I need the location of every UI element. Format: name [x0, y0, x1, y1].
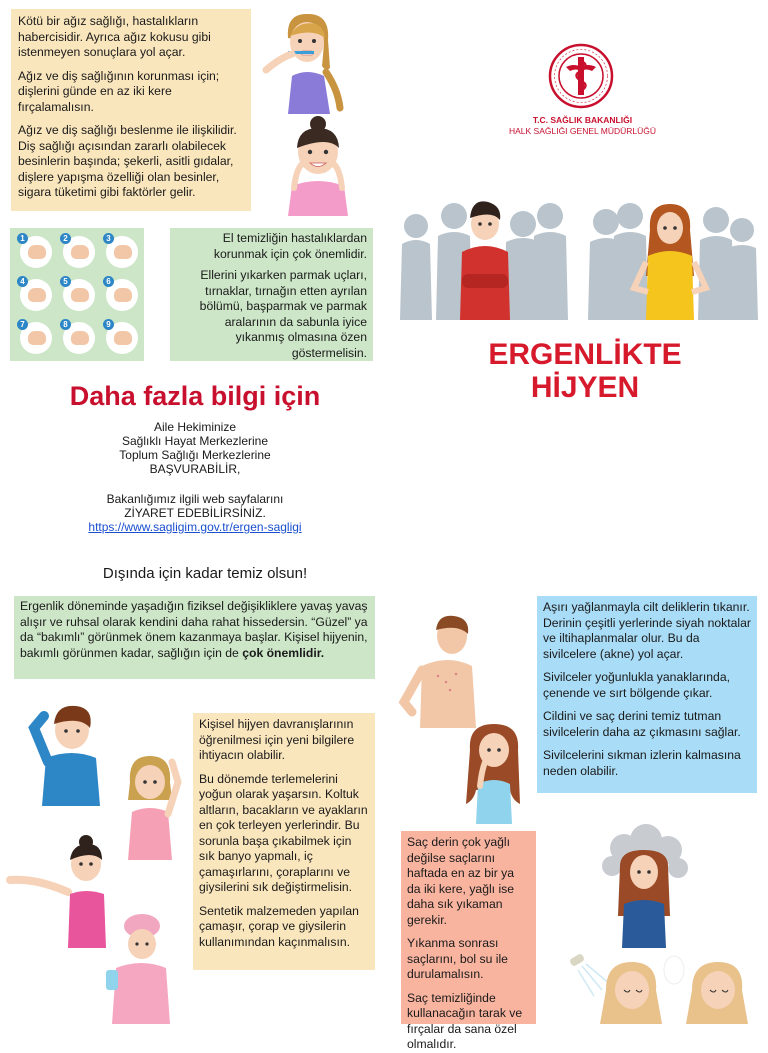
girl-smiling-illustration	[280, 112, 356, 216]
skin-text-1: Aşırı yağlanmayla cilt deliklerin tıkanır. Derinin çeşitli yerlerinde siyah noktalar ve iltihaplanmalar olur. Bu da sivilcelere (akne) yol açar.	[543, 600, 751, 661]
hand-icon	[28, 245, 46, 259]
skin-text-2: Sivilceler yoğunlukla yanaklarında, çenende ve sırt bölgende çıkar.	[543, 670, 730, 700]
skin-text-3: Cildini ve saç derini temiz tutman sivilcelerin daha az çıkmasını sağlar.	[543, 709, 741, 739]
ministry-line-1: T.C. SAĞLIK BAKANLIĞI	[532, 115, 633, 125]
handwash-step-6	[106, 279, 138, 311]
handwash-step-5	[63, 279, 95, 311]
handwash-step-9	[106, 322, 138, 354]
hand-icon	[114, 288, 132, 302]
handwash-step-1	[20, 236, 52, 268]
handwash-step-2	[63, 236, 95, 268]
puberty-text: Ergenlik döneminde yaşadığın fiziksel değişikliklere yavaş yavaş alışır ve ruhsal olarak kendini daha rahat hissedersin. “Güzel” ya da “bakımlı” görünmek önem kazanmaya başlar. Kişisel hijyenin, bakımlı görünmen kadar, sağlığın için de	[20, 599, 368, 660]
handwash-text-2: Ellerini yıkarken parmak uçları, tırnaklar, tırnağın etten ayrılan bölümü, başparmak ve parmak aralarının da sabunla iyice yıkanmış olmasına özen göstermelisin.	[199, 268, 367, 360]
step-number-badge: 4	[17, 276, 28, 287]
handwash-box	[170, 228, 373, 361]
ministry-name	[495, 115, 670, 137]
hair-text-3: Saç temizliğinde kullanacağın tarak ve fırçalar da sana özel olmalıdır.	[407, 990, 523, 1051]
handwash-step-8	[63, 322, 95, 354]
oral-hygiene-text-1: Kötü bir ağız sağlığı, hastalıkların habercisidir. Ayrıca ağız kokusu gibi istenmeyen sonuçlara yol açar.	[18, 14, 211, 59]
info-line-6: ZİYARET EDEBİLİRSİNİZ.	[124, 506, 266, 520]
hair-care-box	[401, 831, 536, 1051]
hand-icon	[114, 245, 132, 259]
step-number-badge: 7	[17, 319, 28, 330]
hygiene-text-3: Sentetik malzemeden yapılan çamaşır, çorap ve giysilerin kullanımından kaçınmalısın.	[199, 903, 359, 949]
girl-towel-illustration	[6, 832, 116, 948]
info-line-5: Bakanlığımız ilgili web sayfalarını	[106, 492, 284, 506]
info-line-4: BAŞVURABİLİR,	[149, 462, 241, 476]
oral-hygiene-text-2: Ağız ve diş sağlığının korunması için; dişlerini günde en az iki kere fırçalamalısın.	[18, 68, 220, 114]
hand-icon	[71, 245, 89, 259]
hand-icon	[71, 288, 89, 302]
hand-icon	[28, 331, 46, 345]
hand-icon	[71, 331, 89, 345]
skin-care-box	[537, 596, 757, 793]
girls-washing-hair-illustration	[566, 950, 762, 1024]
step-number-badge: 5	[60, 276, 71, 287]
hygiene-text-1: Kişisel hijyen davranışlarının öğrenilmesi için yeni bilgilere ihtiyacın olabilir.	[199, 717, 355, 762]
personal-hygiene-box	[193, 713, 375, 970]
handwash-step-3	[106, 236, 138, 268]
boy-sweating-illustration	[28, 700, 104, 806]
more-info-heading: Daha fazla bilgi için	[69, 381, 321, 411]
hand-icon	[114, 331, 132, 345]
puberty-box	[14, 596, 375, 679]
more-info-block	[40, 420, 350, 534]
step-number-badge: 2	[60, 233, 71, 244]
ministry-web-link[interactable]: https://www.sagligim.gov.tr/ergen-sagligi	[88, 520, 302, 534]
step-number-badge: 6	[103, 276, 114, 287]
info-line-3: Toplum Sağlığı Merkezlerine	[119, 448, 271, 462]
handwash-step-7	[20, 322, 52, 354]
slogan: Dışında için kadar temiz olsun!	[102, 565, 308, 582]
step-number-badge: 9	[103, 319, 114, 330]
hand-icon	[28, 288, 46, 302]
oral-hygiene-box	[11, 9, 251, 211]
cover-title-line-1: ERGENLİKTE	[488, 338, 682, 371]
step-number-badge: 3	[103, 233, 114, 244]
girl-armpit-illustration	[112, 752, 186, 860]
cover-title-line-2: HİJYEN	[530, 371, 640, 404]
step-number-badge: 8	[60, 319, 71, 330]
boy-back-illustration	[398, 610, 482, 728]
girl-brushing-teeth-illustration	[258, 8, 353, 114]
hygiene-text-2: Bu dönemde terlemelerini yoğun olarak yaşarsın. Koltuk altların, bacakların ve ayakların en çok terleyen yerlerindir. Bu sorunla başa çıkabilmek için sık banyo yapmalı, iç çamaşırlarını, çoraplarını ve giysilerini sık değiştirmelisin.	[199, 771, 368, 894]
puberty-text-bold: çok önemlidir.	[242, 645, 325, 660]
hair-text-1: Saç derin çok yağlı değilse saçlarını haftada en az bir ya da iki kere, yağlı ise daha sık yıkaman gerekir.	[407, 835, 515, 927]
step-number-badge: 1	[17, 233, 28, 244]
cover-title	[445, 338, 725, 404]
girl-bathrobe-illustration	[104, 910, 172, 1024]
ministry-logo	[548, 43, 614, 109]
girl-oily-hair-illustration	[598, 826, 690, 948]
teens-group-illustration	[398, 196, 760, 320]
handwash-text-1: El temizliğin hastalıklardan korunmak için çok önemlidir.	[213, 231, 367, 261]
ministry-line-2: HALK SAĞLIĞI GENEL MÜDÜRLÜĞÜ	[508, 126, 657, 136]
hair-text-2: Yıkanma sonrası saçlarını, bol su ile durulamalısın.	[407, 936, 508, 981]
info-line-2: Sağlıklı Hayat Merkezlerine	[121, 434, 269, 448]
handwash-steps-grid	[10, 228, 144, 361]
handwash-step-4	[20, 279, 52, 311]
girl-pimple-illustration	[456, 720, 530, 824]
oral-hygiene-text-3: Ağız ve diş sağlığı beslenme ile ilişkilidir. Diş sağlığı açısından zararlı olabilecek besinlerin başında; şekerli, asitli gıdalar, dişlere yapışma özelliği olan besinler, sigara tüketimi gibi faktörler gelir.	[18, 123, 237, 199]
skin-text-4: Sivilcelerini sıkman izlerin kalmasına neden olabilir.	[543, 748, 741, 778]
info-line-1: Aile Hekiminize	[153, 420, 237, 434]
